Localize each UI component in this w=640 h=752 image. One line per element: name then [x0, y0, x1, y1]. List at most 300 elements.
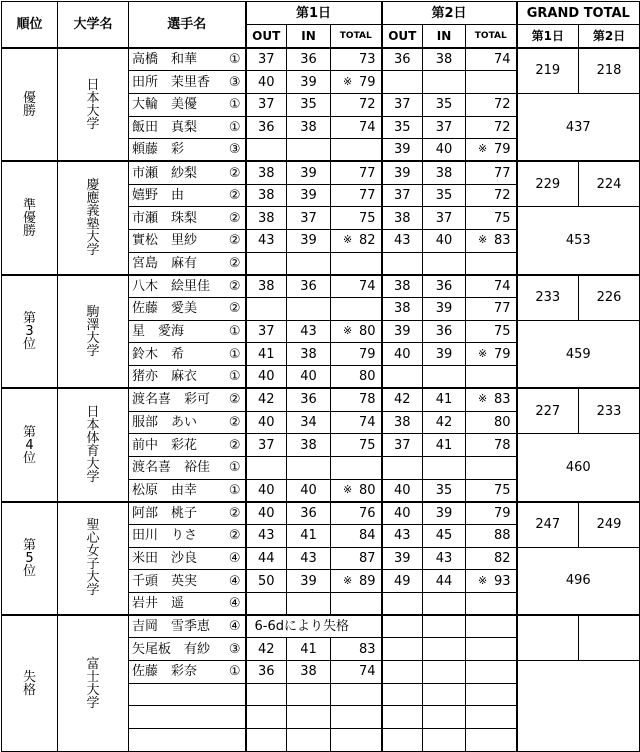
total-value: 80 — [358, 482, 376, 498]
player-name-cell — [129, 411, 246, 434]
day1-in — [287, 683, 331, 706]
day1-total — [331, 184, 382, 207]
player-category: ② — [228, 414, 241, 430]
day1-out: 36 — [246, 661, 287, 684]
total-value: 77 — [358, 187, 376, 203]
day2-in — [423, 71, 466, 94]
day1-total — [331, 230, 382, 253]
day1-total — [331, 456, 382, 479]
day1-in: 37 — [287, 207, 331, 230]
day1-total — [331, 343, 382, 366]
day2-total — [466, 479, 517, 502]
day1-total — [331, 275, 382, 298]
day1-out — [246, 683, 287, 706]
day2-in: 41 — [423, 388, 466, 411]
day2-in: 39 — [423, 298, 466, 321]
player-name-cell — [129, 615, 246, 638]
day1-total — [331, 593, 382, 616]
day1-total — [331, 161, 382, 184]
day1-in: 36 — [287, 48, 331, 71]
day1-total — [331, 366, 382, 389]
drop-mark: ※ — [478, 392, 488, 406]
day1-total — [331, 71, 382, 94]
day2-out: 38 — [382, 207, 423, 230]
player-name-cell — [129, 252, 246, 275]
day2-out: 43 — [382, 230, 423, 253]
total-value: 74 — [358, 414, 376, 430]
total-value: 83 — [493, 392, 511, 408]
day2-in — [423, 706, 466, 729]
day2-out: 39 — [382, 547, 423, 570]
day1-in: 36 — [287, 502, 331, 525]
day1-in: 36 — [287, 275, 331, 298]
grand-total-day2 — [579, 615, 640, 660]
day1-out: 42 — [246, 388, 287, 411]
day2-in: 40 — [423, 230, 466, 253]
rank-label: 第 5 位 — [2, 502, 58, 615]
player-category: ④ — [228, 573, 241, 589]
total-value: 73 — [358, 52, 376, 68]
day2-total — [466, 638, 517, 661]
player-category: ② — [228, 278, 241, 294]
day2-in: 43 — [423, 547, 466, 570]
day2-total — [466, 388, 517, 411]
day1-total — [331, 207, 382, 230]
day1-in: 38 — [287, 661, 331, 684]
day2-total — [466, 570, 517, 593]
total-value: 75 — [358, 210, 376, 226]
day1-total — [331, 388, 382, 411]
day1-out: 43 — [246, 230, 287, 253]
player-name-cell — [129, 116, 246, 139]
grand-total-combined: 437 — [517, 93, 640, 161]
day2-in: 37 — [423, 207, 466, 230]
rank-label: 準 優 勝 — [2, 161, 58, 274]
player-name: 阿部 桃子 — [132, 505, 198, 521]
player-name-cell — [129, 479, 246, 502]
day2-total — [466, 547, 517, 570]
player-category: ② — [228, 505, 241, 521]
player-name: 矢尾板 有紗 — [132, 641, 211, 657]
header-day2-in: IN — [423, 25, 466, 49]
player-name-cell — [129, 593, 246, 616]
day2-total — [466, 298, 517, 321]
day2-out — [382, 638, 423, 661]
day1-out: 40 — [246, 479, 287, 502]
drop-mark: ※ — [478, 573, 488, 587]
player-name: 佐藤 彩奈 — [132, 664, 198, 680]
total-value: 78 — [358, 392, 376, 408]
day2-in: 44 — [423, 570, 466, 593]
player-name: 田所 茉里香 — [132, 74, 211, 90]
day1-total — [331, 116, 382, 139]
grand-total-combined: 460 — [517, 434, 640, 502]
player-category: ① — [228, 369, 241, 385]
total-value: 75 — [493, 324, 511, 340]
day1-out — [246, 139, 287, 162]
day1-total — [331, 411, 382, 434]
day1-total — [331, 479, 382, 502]
grand-total-combined: 453 — [517, 207, 640, 275]
day1-out: 37 — [246, 320, 287, 343]
day2-out: 40 — [382, 502, 423, 525]
day2-total — [466, 230, 517, 253]
day2-total — [466, 456, 517, 479]
day2-out — [382, 729, 423, 752]
day2-out: 42 — [382, 388, 423, 411]
player-category: ② — [228, 392, 241, 408]
total-value: 87 — [358, 550, 376, 566]
player-name-cell — [129, 706, 246, 729]
day2-in — [423, 252, 466, 275]
day2-out — [382, 615, 423, 638]
total-value: 77 — [358, 165, 376, 181]
day2-out: 37 — [382, 93, 423, 116]
day2-in: 36 — [423, 275, 466, 298]
drop-mark: ※ — [478, 346, 488, 360]
university-name: 日 本 体 育 大 学 — [58, 388, 129, 501]
day1-total — [331, 93, 382, 116]
total-value: 79 — [358, 346, 376, 362]
day1-out — [246, 593, 287, 616]
day1-total — [331, 524, 382, 547]
grand-total-day2: 224 — [579, 161, 640, 206]
header-gt-day2: 第2日 — [579, 25, 640, 49]
day1-in: 43 — [287, 547, 331, 570]
total-value: 80 — [358, 324, 376, 340]
player-name: 服部 あい — [132, 414, 198, 430]
grand-total-day2: 218 — [579, 48, 640, 93]
total-value: 75 — [493, 482, 511, 498]
day1-total — [331, 139, 382, 162]
day2-out — [382, 706, 423, 729]
day2-total — [466, 343, 517, 366]
day1-total — [331, 570, 382, 593]
player-name: 渡名喜 裕佳 — [132, 460, 211, 476]
day2-total — [466, 184, 517, 207]
day2-total — [466, 593, 517, 616]
total-value: 80 — [493, 414, 511, 430]
university-name: 日 本 大 学 — [58, 48, 129, 161]
day1-out: 36 — [246, 116, 287, 139]
day2-total — [466, 161, 517, 184]
day2-in: 40 — [423, 139, 466, 162]
day2-in — [423, 661, 466, 684]
player-category: ① — [228, 460, 241, 476]
day2-out: 38 — [382, 411, 423, 434]
day2-in: 38 — [423, 48, 466, 71]
player-name: 宮島 麻有 — [132, 255, 198, 271]
total-value: 74 — [358, 278, 376, 294]
player-name: 市瀬 紗梨 — [132, 165, 198, 181]
day2-out — [382, 661, 423, 684]
day2-out — [382, 593, 423, 616]
player-name: 岩井 遥 — [132, 596, 185, 612]
day1-in: 39 — [287, 161, 331, 184]
university-name: 富 士 大 学 — [58, 615, 129, 751]
day1-in — [287, 593, 331, 616]
day2-in — [423, 456, 466, 479]
day2-total — [466, 411, 517, 434]
day1-total — [331, 706, 382, 729]
day1-in: 38 — [287, 434, 331, 457]
day1-in: 39 — [287, 230, 331, 253]
grand-total-day1 — [517, 615, 579, 660]
day1-total — [331, 683, 382, 706]
day1-in — [287, 706, 331, 729]
day2-in: 45 — [423, 524, 466, 547]
player-name-cell — [129, 547, 246, 570]
header-rank: 順位 — [2, 2, 58, 49]
grand-total-day1: 233 — [517, 275, 579, 320]
rank-label: 優 勝 — [2, 48, 58, 161]
drop-mark: ※ — [343, 324, 353, 338]
day2-out — [382, 456, 423, 479]
total-value: 80 — [358, 369, 376, 385]
player-name: 吉岡 雪季恵 — [132, 619, 211, 635]
player-name: 市瀬 珠梨 — [132, 210, 198, 226]
day1-out: 38 — [246, 184, 287, 207]
total-value: 88 — [493, 528, 511, 544]
grand-total-day2: 249 — [579, 502, 640, 547]
player-category: ② — [228, 165, 241, 181]
day1-out: 41 — [246, 343, 287, 366]
table-row — [2, 161, 640, 184]
day2-out — [382, 71, 423, 94]
player-category: ④ — [228, 550, 241, 566]
player-category: ① — [228, 482, 241, 498]
table-row — [2, 275, 640, 298]
day1-in: 43 — [287, 320, 331, 343]
total-value: 79 — [493, 505, 511, 521]
day2-out: 37 — [382, 184, 423, 207]
day2-in — [423, 638, 466, 661]
day2-in: 41 — [423, 434, 466, 457]
rank-label: 第 4 位 — [2, 388, 58, 501]
total-value: 72 — [493, 187, 511, 203]
total-value: 78 — [493, 437, 511, 453]
player-name-cell — [129, 638, 246, 661]
day2-in: 36 — [423, 320, 466, 343]
header-university: 大学名 — [58, 2, 129, 49]
total-value: 79 — [493, 142, 511, 158]
day2-total — [466, 661, 517, 684]
player-category: ② — [228, 255, 241, 271]
day1-in — [287, 456, 331, 479]
day2-total — [466, 502, 517, 525]
total-value: 79 — [493, 346, 511, 362]
day2-in: 35 — [423, 93, 466, 116]
day1-in: 36 — [287, 388, 331, 411]
player-category: ① — [228, 52, 241, 68]
day2-total — [466, 729, 517, 752]
grand-total-combined: 496 — [517, 547, 640, 615]
player-name-cell — [129, 524, 246, 547]
player-name-cell — [129, 366, 246, 389]
player-name-cell — [129, 388, 246, 411]
day2-out: 38 — [382, 298, 423, 321]
drop-mark: ※ — [343, 74, 353, 88]
day2-out: 35 — [382, 116, 423, 139]
drop-mark: ※ — [343, 233, 353, 247]
day1-in — [287, 252, 331, 275]
player-name-cell — [129, 48, 246, 71]
player-category: ② — [228, 437, 241, 453]
day1-in: 39 — [287, 570, 331, 593]
total-value: 74 — [493, 278, 511, 294]
player-category: ① — [228, 119, 241, 135]
player-name-cell — [129, 343, 246, 366]
day1-total — [331, 252, 382, 275]
player-name: 鈴木 希 — [132, 346, 185, 362]
total-value: 79 — [358, 74, 376, 90]
day2-in: 39 — [423, 343, 466, 366]
day1-total — [331, 729, 382, 752]
drop-mark: ※ — [343, 573, 353, 587]
header-day2-out: OUT — [382, 25, 423, 49]
day2-out: 39 — [382, 139, 423, 162]
player-name-cell — [129, 298, 246, 321]
day1-out: 40 — [246, 411, 287, 434]
table-header — [2, 2, 640, 49]
day1-in: 39 — [287, 71, 331, 94]
total-value: 83 — [493, 233, 511, 249]
player-name-cell — [129, 184, 246, 207]
day2-out — [382, 252, 423, 275]
player-name-cell — [129, 320, 246, 343]
day1-in: 39 — [287, 184, 331, 207]
day1-out — [246, 729, 287, 752]
player-category: ③ — [228, 641, 241, 657]
grand-total-combined: 459 — [517, 320, 640, 388]
player-name: 千頭 英実 — [132, 573, 198, 589]
rank-label: 第 3 位 — [2, 275, 58, 388]
player-name-cell — [129, 570, 246, 593]
player-name: 田川 りさ — [132, 528, 198, 544]
day2-out: 36 — [382, 48, 423, 71]
player-name: 渡名喜 彩可 — [132, 392, 211, 408]
total-value: 76 — [358, 505, 376, 521]
player-name-cell — [129, 139, 246, 162]
day1-out: 37 — [246, 434, 287, 457]
drop-mark: ※ — [478, 142, 488, 156]
player-category: ③ — [228, 142, 241, 158]
university-name: 慶 應 義 塾 大 学 — [58, 161, 129, 274]
day2-out — [382, 366, 423, 389]
day1-total — [331, 547, 382, 570]
day2-out: 38 — [382, 275, 423, 298]
grand-total-day2: 226 — [579, 275, 640, 320]
day2-total — [466, 48, 517, 71]
player-category: ① — [228, 97, 241, 113]
total-value: 72 — [493, 97, 511, 113]
player-name: 大輪 美優 — [132, 97, 198, 113]
day1-out: 40 — [246, 71, 287, 94]
header-day1-total: TOTAL — [331, 25, 382, 49]
day1-in: 41 — [287, 638, 331, 661]
day1-in: 38 — [287, 116, 331, 139]
player-name: 飯田 真梨 — [132, 119, 198, 135]
day1-out: 50 — [246, 570, 287, 593]
day2-in — [423, 615, 466, 638]
day1-total — [331, 48, 382, 71]
player-name-cell — [129, 729, 246, 752]
day1-out — [246, 252, 287, 275]
grand-total-combined — [517, 661, 640, 752]
day1-total — [331, 298, 382, 321]
day2-in: 35 — [423, 184, 466, 207]
day1-total — [331, 502, 382, 525]
total-value: 77 — [493, 301, 511, 317]
day2-in: 37 — [423, 116, 466, 139]
day2-total — [466, 275, 517, 298]
day1-out: 40 — [246, 502, 287, 525]
day2-total — [466, 71, 517, 94]
day1-total — [331, 320, 382, 343]
day2-total — [466, 706, 517, 729]
day2-out: 40 — [382, 343, 423, 366]
header-day1-in: IN — [287, 25, 331, 49]
player-category: ② — [228, 528, 241, 544]
header-day1: 第1日 — [246, 2, 382, 25]
day1-out: 38 — [246, 275, 287, 298]
total-value: 82 — [493, 550, 511, 566]
total-value: 75 — [493, 210, 511, 226]
day1-out: 37 — [246, 93, 287, 116]
total-value: 82 — [358, 233, 376, 249]
day2-in — [423, 593, 466, 616]
day1-total — [331, 434, 382, 457]
day1-total: 74 — [331, 661, 382, 684]
player-name: 佐藤 愛美 — [132, 301, 198, 317]
table-row — [2, 48, 640, 71]
total-value: 89 — [358, 573, 376, 589]
day2-total — [466, 683, 517, 706]
day1-out — [246, 456, 287, 479]
player-name-cell — [129, 683, 246, 706]
table-row — [2, 502, 640, 525]
day1-out: 42 — [246, 638, 287, 661]
player-category: ③ — [228, 74, 241, 90]
drop-mark: ※ — [478, 233, 488, 247]
day2-in: 39 — [423, 502, 466, 525]
grand-total-day1: 219 — [517, 48, 579, 93]
day2-total — [466, 434, 517, 457]
header-player: 選手名 — [129, 2, 246, 49]
day2-total — [466, 93, 517, 116]
player-name-cell — [129, 502, 246, 525]
player-category: ② — [228, 233, 241, 249]
day2-out: 39 — [382, 320, 423, 343]
day2-out: 49 — [382, 570, 423, 593]
day2-total — [466, 320, 517, 343]
day1-in: 34 — [287, 411, 331, 434]
header-grand-total: GRAND TOTAL — [517, 2, 640, 25]
day1-out — [246, 706, 287, 729]
player-category: ① — [228, 664, 241, 680]
drop-mark: ※ — [343, 482, 353, 496]
player-name: 猪亦 麻衣 — [132, 369, 198, 385]
day1-out: 37 — [246, 48, 287, 71]
day1-out: 38 — [246, 207, 287, 230]
results-table — [1, 1, 640, 752]
total-value: 74 — [358, 119, 376, 135]
player-name-cell — [129, 434, 246, 457]
player-name: 嬉野 由 — [132, 187, 185, 203]
day1-in: 38 — [287, 343, 331, 366]
header-day2-total: TOTAL — [466, 25, 517, 49]
player-category: ④ — [228, 619, 241, 635]
